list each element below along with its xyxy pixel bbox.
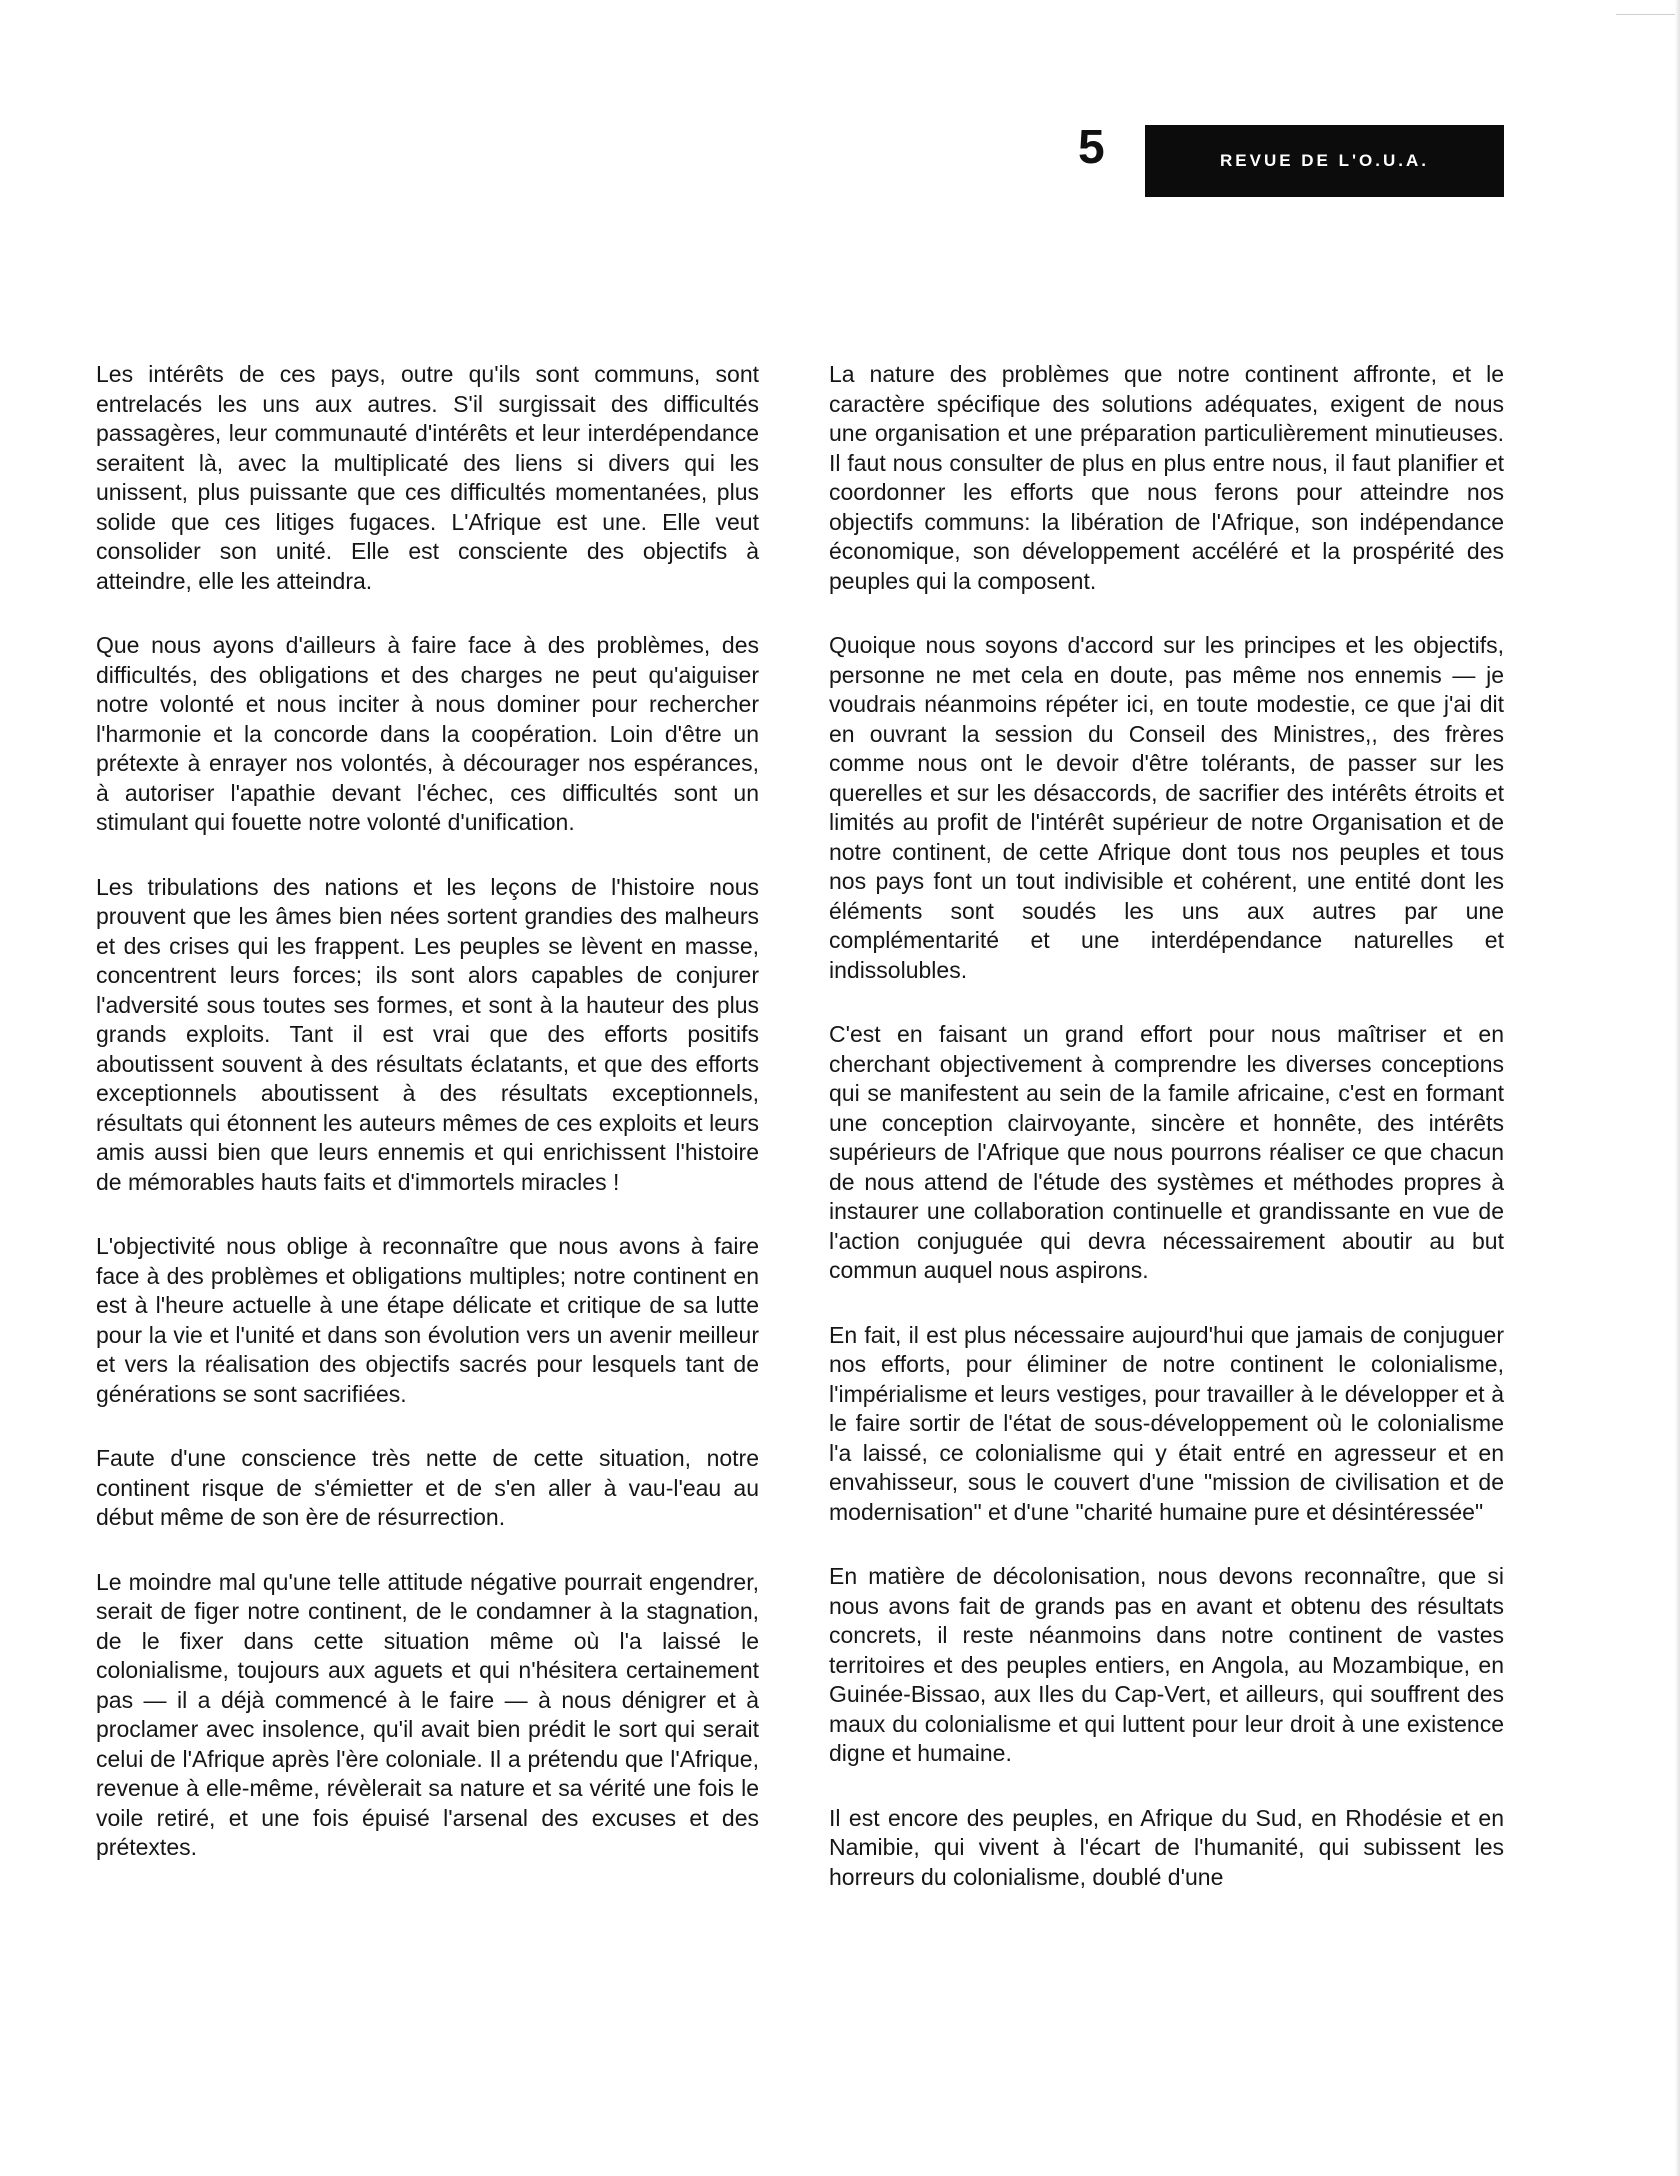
paragraph: L'objectivité nous oblige à reconnaître que nous avons à faire face à des problèmes et obligations multiples; notre continent en est à l'heure actuelle à une étape délicate et critique de sa lutte pour la vie et l'unité et dans son évolution vers un avenir meilleur et vers la réalisation des objectifs sacrés pour lesquels tant de générations se sont sacrifiées. — [96, 1233, 759, 1407]
paragraph: La nature des problèmes que notre continent affronte, et le caractère spécifique des solutions adéquates, exigent de nous une organisation et une préparation particulièrement minutieuses. Il faut nous consulter de plus en plus entre nous, il faut planifier et coordonner les efforts que nous ferons pour atteindre nos objectifs communs: la libération de l'Afrique, son indépendance économique, son développement accéléré et la prospérité des peuples qui la composent. — [829, 361, 1504, 594]
paragraph: Les tribulations des nations et les leçons de l'histoire nous prouvent que les âmes bien nées sortent grandies des malheurs et des crises qui les frappent. Les peuples se lèvent en masse, concentrent leurs forces; ils sont alors capables de conjurer l'adversité sous toutes ses formes, et sont à la hauteur des plus grands exploits. Tant il est vrai que des efforts positifs aboutissent souvent à des résultats éclatants, et que des efforts exceptionnels aboutissent à des résultats exceptionnels, résultats qui étonnent les auteurs mêmes de ces exploits et leurs amis aussi bien que leurs ennemis et qui enrichissent l'histoire de mémorables hauts faits et d'immortels miracles ! — [96, 873, 759, 1195]
page-number: 5 — [1078, 121, 1105, 174]
paragraph: Il est encore des peuples, en Afrique du Sud, en Rhodésie et en Namibie, qui vivent à l'écart de l'humanité, qui subissent les horreurs du colonialisme, doublé d'une — [829, 1804, 1504, 1890]
journal-title-band — [1145, 125, 1504, 197]
journal-title: REVUE DE L'O.U.A. — [1219, 151, 1429, 170]
left-column — [96, 360, 759, 1898]
paragraph: Que nous ayons d'ailleurs à faire face à des problèmes, des difficultés, des obligations et des charges ne peut qu'aiguiser notre volonté et nous inciter à nous dominer pour rechercher l'harmonie et la concorde dans la coopération. Loin d'être un prétexte à enrayer nos volontés, à décourager nos espérances, à autoriser l'apathie devant l'échec, ces difficultés sont un stimulant qui fouette notre volonté d'unification. — [96, 632, 759, 835]
paragraph: En fait, il est plus nécessaire aujourd'hui que jamais de conjuguer nos efforts, pour éliminer de notre continent le colonialisme, l'impérialisme et leurs vestiges, pour travailler à le développer et à le faire sortir de l'état de sous-développement où le colonialisme l'a laissé, ce colonialisme qui y était entré en agresseur et en envahisseur, sous le couvert d'une "mission de civilisation et de modernisation" et d'une "charité humaine pure et désintéressée" — [829, 1321, 1504, 1525]
right-column — [829, 360, 1504, 1927]
paragraph: C'est en faisant un grand effort pour nous maîtriser et en cherchant objectivement à comprendre les diverses conceptions qui se manifestent au sein de la famile africaine, c'est en formant une conception clairvoyante, sincère et honnête, des intérêts supérieurs de l'Afrique que nous pourrons réaliser ce que chacun de nous attend de l'étude des systèmes et méthodes propres à instaurer une collaboration continuelle et grandissante en vue de l'action conjuguée qui devra nécessairement aboutir au but commun auquel nous aspirons. — [829, 1021, 1504, 1283]
scan-corner-mark — [1616, 0, 1680, 15]
paragraph: Le moindre mal qu'une telle attitude négative pourrait engendrer, serait de figer notre continent, de le condamner à la stagnation, de le fixer dans cette situation même où l'a laissé le colonialisme, toujours aux aguets et qui n'hésitera certainement pas — il a déjà commencé à le faire — à nous dénigrer et à proclamer avec insolence, qu'il avait bien prédit le sort qui serait celui de l'Afrique après l'ère coloniale. Il a prétendu que l'Afrique, revenue à elle-même, révèlerait sa nature et sa vérité une fois le voile retiré, et une fois épuisé l'arsenal des excuses et des prétextes. — [96, 1568, 759, 1860]
paragraph: En matière de décolonisation, nous devons reconnaître, que si nous avons fait de grands pas en avant et obtenu des résultats concrets, il reste néanmoins dans notre continent de vastes territoires et des peuples entiers, en Angola, au Mozambique, en Guinée-Bissao, aux Iles du Cap-Vert, et ailleurs, qui souffrent des maux du colonialisme et qui luttent pour leur droit à une existence digne et humaine. — [829, 1563, 1504, 1766]
scan-edge — [1675, 0, 1680, 2176]
paragraph: Quoique nous soyons d'accord sur les principes et les objectifs, personne ne met cela en doute, pas même nos ennemis — je voudrais néanmoins répéter ici, en toute modestie, ce que j'ai dit en ouvrant la session du Conseil des Ministres,, des frères comme nous ont le devoir d'être tolérants, de passer sur les querelles et sur les désaccords, de sacrifier des intérêts étroits et limités au profit de l'intérêt supérieur de notre Organisation et de notre continent, de cette Afrique dont tous nos peuples et tous nos pays font un tout indivisible et cohérent, une entité dont les éléments sont soudés les uns aux autres par une complémentarité et une interdépendance naturelles et indissolubles. — [829, 632, 1504, 983]
paragraph: Faute d'une conscience très nette de cette situation, notre continent risque de s'émietter et de s'en aller à vau-l'eau au début même de son ère de résurrection. — [96, 1445, 759, 1530]
paragraph: Les intérêts de ces pays, outre qu'ils sont communs, sont entrelacés les uns aux autres. S'il surgissait des difficultés passagères, leur communauté d'intérêts et leur interdépendance seraitent là, avec la multiplicaté des liens si divers qui les unissent, plus puissante que ces difficultés momentanées, plus solide que ces litiges fugaces. L'Afrique est une. Elle veut consolider son unité. Elle est consciente des objectifs à atteindre, elle les atteindra. — [96, 361, 759, 594]
